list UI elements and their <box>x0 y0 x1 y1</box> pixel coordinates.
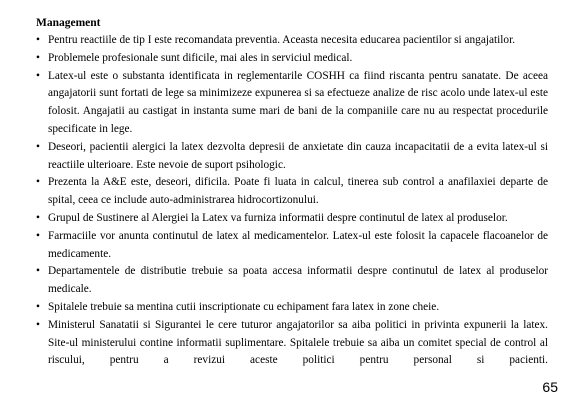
bullet-icon: • <box>36 51 40 64</box>
page-number: 65 <box>542 379 558 395</box>
bullet-icon: • <box>36 34 40 46</box>
list-item <box>36 299 548 317</box>
list-item <box>36 263 548 299</box>
list-item-text: Farmaciile vor anunta continutul de latex al medicamentelor. Latex-ul este folosit la capacele flacoanelor de medicamente. <box>48 229 548 260</box>
list-item <box>36 210 548 228</box>
list-item <box>36 228 548 264</box>
bullet-list <box>36 32 548 370</box>
list-item-text: Prezenta la A&E este, deseori, dificila. Poate fi luata in calcul, tinerea sub control a anafilaxiei departe de spital, ceea ce include auto-administrarea hidrocortizonului. <box>48 176 548 207</box>
list-item <box>36 139 548 175</box>
bullet-icon: • <box>36 176 40 189</box>
list-item <box>36 50 548 68</box>
bullet-icon: • <box>36 211 40 224</box>
bullet-icon: • <box>36 229 40 242</box>
bullet-icon: • <box>36 300 40 313</box>
list-item <box>36 68 548 139</box>
bullet-icon: • <box>36 265 40 278</box>
list-item-text: Ministerul Sanatatii si Sigurantei le cere tuturor angajatorilor sa aiba politici in privinta expunerii la latex. Site-ul ministerului contine informatii suplimentare. Spitalele trebuie sa aiba un comitet special de control al riscului, pentru a revizui aceste politici pentru personal si pacienti. <box>48 318 548 367</box>
list-item-text: Deseori, pacientii alergici la latex dezvolta depresii de anxietate din cauza incapacitatii de a evita latex-ul si reactiile ulterioare. Este nevoie de suport psihologic. <box>48 140 548 171</box>
list-item <box>36 174 548 210</box>
list-item-text: Problemele profesionale sunt dificile, mai ales in serviciul medical. <box>48 51 353 64</box>
list-item-text: Spitalele trebuie sa mentina cutii inscriptionate cu echipament fara latex in zone cheie. <box>48 300 440 313</box>
section-heading: Management <box>36 17 101 29</box>
list-item <box>36 317 548 370</box>
list-item-text: Pentru reactiile de tip I este recomandata preventia. Aceasta necesita educarea pacientilor si angajatilor. <box>48 34 516 46</box>
bullet-icon: • <box>36 69 40 82</box>
list-item-text: Latex-ul este o substanta identificata in reglementarile COSHH ca fiind riscanta pentru sanatate. De aceea angajatorii sunt fortati de lege sa minimizeze expunerea si sa efectueze analize de risc acolo unde latex-ul este folosit. Angajatii au castigat in instanta sume mari de bani de la companiile care nu au respectat procedurile specificate in lege. <box>48 69 548 135</box>
document-page <box>36 15 548 370</box>
list-item-text: Grupul de Sustinere al Alergiei la Latex va furniza informatii despre continutul de latex al produselor. <box>48 211 508 224</box>
bullet-icon: • <box>36 318 40 331</box>
list-item <box>36 32 548 50</box>
list-item-text: Departamentele de distributie trebuie sa poata accesa informatii despre continutul de latex al produselor medicale. <box>48 265 548 296</box>
bullet-icon: • <box>36 140 40 153</box>
